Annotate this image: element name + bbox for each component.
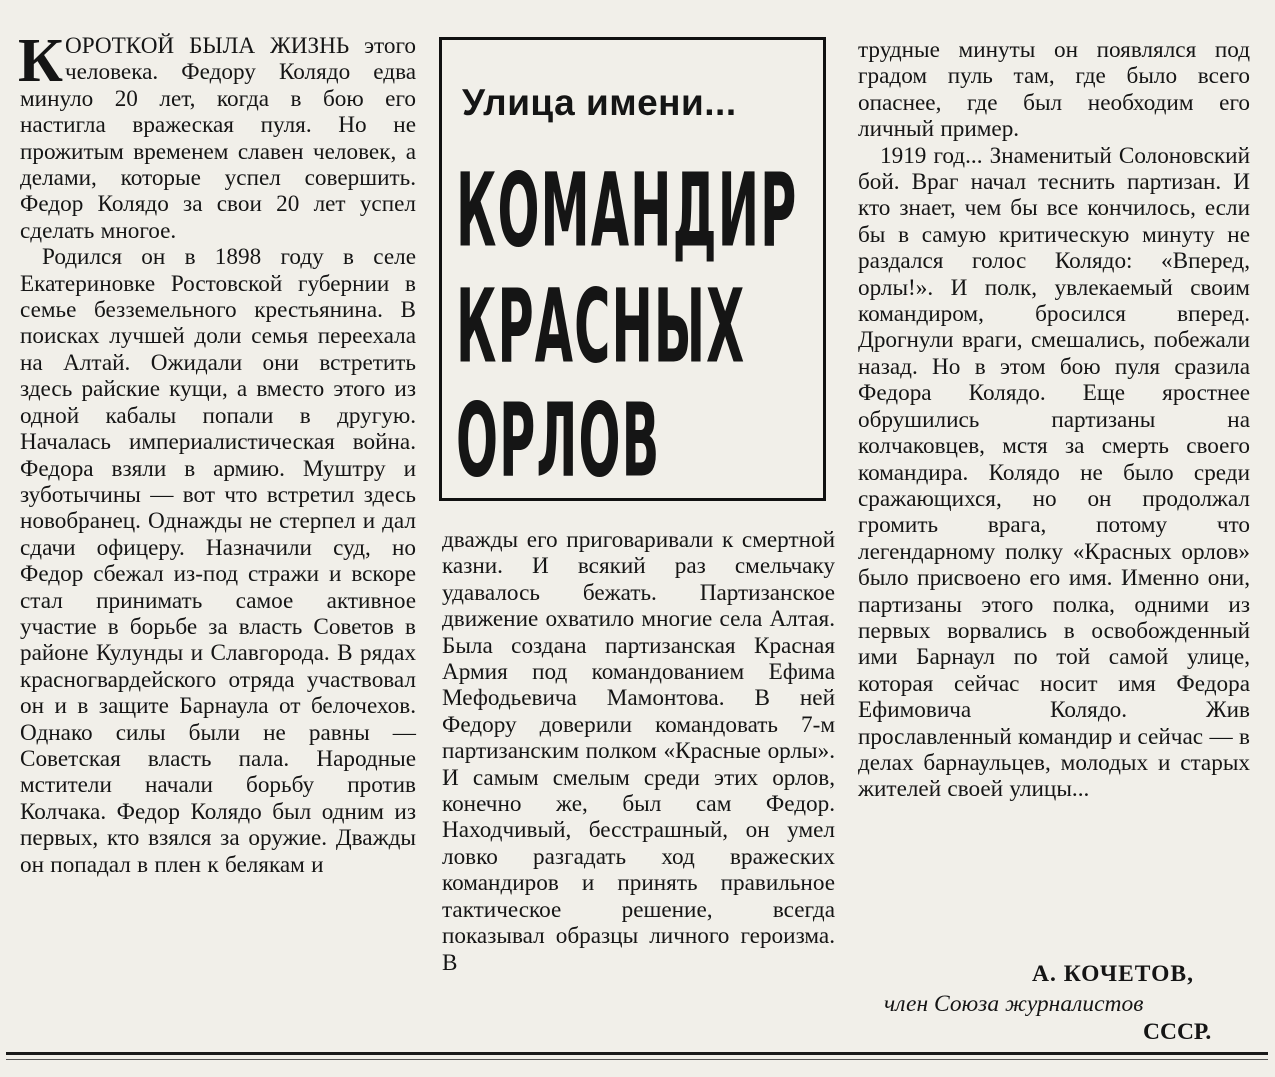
author-name: А. КОЧЕТОВ, xyxy=(1032,961,1194,987)
author-organization: СССР. xyxy=(1143,1019,1212,1045)
bottom-rule xyxy=(6,1052,1268,1055)
paragraph: трудные минуты он появлялся под градом пуль там, где было всего опаснее, где был необходим его личный пример. xyxy=(858,37,1250,143)
headline-line-2: КРАСНЫХ xyxy=(456,267,746,387)
lead-text: ОРОТКОЙ БЫЛА ЖИЗНЬ этого человека. Федору Колядо едва минуло 20 лет, когда в бою его настигла вражеская пуля. Но не прожитым временем славен человек, а делами, которые успел совершить. Федор Колядо за свои 20 лет успел сделать многое. xyxy=(20,33,416,244)
paragraph: Родился он в 1898 году в селе Екатериновке Ростовской губернии в семье безземельного крестьянина. В поисках лучшей доли семья переехала на Алтай. Ожидали они встретить здесь райские кущи, а вместо этого из одной кабалы попали в другую. Началась империалистическая война. Федора взяли в армию. Муштру и зуботычины — вот что встретил здесь новобранец. Однажды не стерпел и дал сдачи офицеру. Назначили суд, но Федор сбежал из-под стражи и вскоре стал принимать самое активное участие в борьбе за власть Советов в районе Кулунды и Славгорода. В рядах красногвардейского отряда участвовал он и в защите Барнаула от белочехов. Однако силы были не равны — Советская власть пала. Народные мстители начали борьбу против Колчака. Федор Колядо был одним из первых, кто взялся за оружие. Дважды он попадал в плен к белякам и xyxy=(20,244,416,878)
article-column-2 xyxy=(442,527,835,976)
kicker: Улица имени... xyxy=(462,82,737,123)
drop-cap: К xyxy=(18,27,63,95)
article-column-3 xyxy=(858,37,1250,803)
headline-line-3: ОРЛОВ xyxy=(456,381,661,501)
headline-line-1: КОМАНДИР xyxy=(456,151,798,271)
lead-paragraph xyxy=(18,27,416,244)
paragraph: дважды его приговаривали к смертной казни. И всякий раз смельчаку удавалось бежать. Партизанское движение охватило многие села Алтая. Была создана партизанская Красная Армия под командованием Ефима Мефодьевича Мамонтова. В ней Федору доверили командовать 7-м партизанским полком «Красные орлы». И самым смелым среди этих орлов, конечно же, был сам Федор. Находчивый, бесстрашный, он умел ловко разгадать ход вражеских командиров и принять правильное тактическое решение, всегда показывал образцы личного героизма. В xyxy=(442,527,835,976)
headline-box xyxy=(439,37,826,501)
author-role: член Союза журналистов xyxy=(884,991,1144,1017)
bottom-rule-thin xyxy=(6,1059,1268,1060)
article-column-1 xyxy=(18,27,416,878)
paragraph: 1919 год... Знаменитый Солоновский бой. Враг начал теснить партизан. И кто знает, чем бы все кончилось, если бы в самую критическую минуту не раздался голос Колядо: «Вперед, орлы!». И полк, увлекаемый своим командиром, бросился вперед. Дрогнули враги, смешались, побежали назад. Но в этом бою пуля сразила Федора Колядо. Еще яростнее обрушились партизаны на колчаковцев, мстя за смерть своего командира. Колядо не было среди сражающихся, но он продолжал громить врага, потому что легендарному полку «Красных орлов» было присвоено его имя. Именно они, партизаны этого полка, одними из первых ворвались в освобожденный ими Барнаул по той самой улице, которая сейчас носит имя Федора Ефимовича Колядо. Жив прославленный командир и сейчас — в делах барнаульцев, молодых и старых жителей своей улицы... xyxy=(858,142,1250,803)
